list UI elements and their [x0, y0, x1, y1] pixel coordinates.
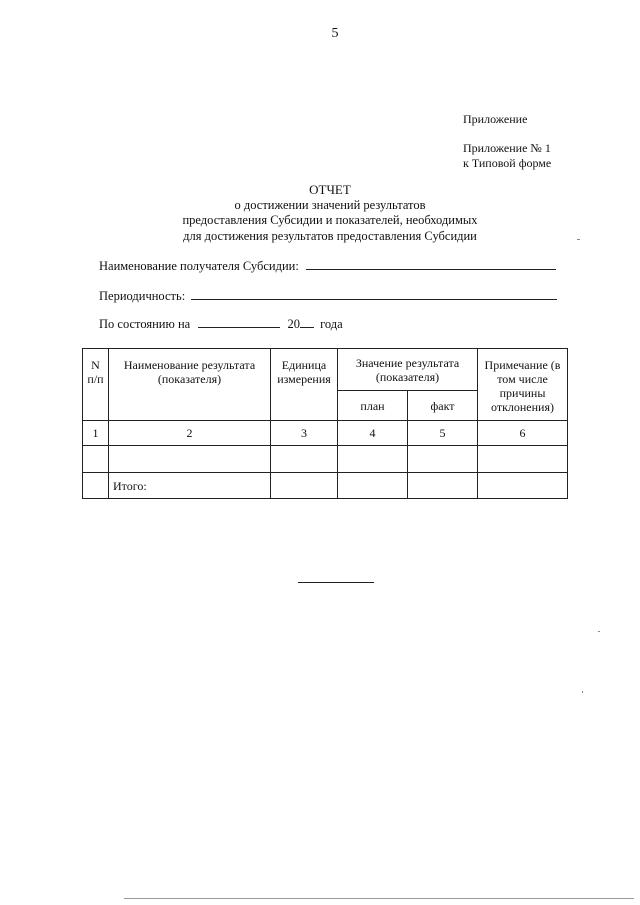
- recipient-field: [99, 257, 556, 274]
- header-plan: план: [338, 391, 408, 421]
- header-value: Значение результата (показателя): [338, 349, 478, 391]
- scan-speck: [577, 239, 580, 240]
- table-cell: [408, 446, 478, 473]
- periodicity-blank: [191, 287, 557, 300]
- appendix-reference: к Типовой форме: [463, 156, 552, 170]
- table-header-row: [83, 349, 568, 391]
- table-total-row: [83, 473, 568, 499]
- periodicity-field: [99, 287, 557, 304]
- closing-separator: [298, 582, 374, 583]
- header-note: Примечание (в том числе причины отклонения): [478, 349, 568, 421]
- periodicity-label: Периодичность:: [99, 289, 186, 303]
- report-subtitle-line-3: для достижения результатов предоставления Субсидии: [183, 228, 477, 243]
- as-of-prefix: По состоянию на: [99, 317, 191, 331]
- table-cell: [478, 473, 568, 499]
- column-number-2: 2: [109, 421, 271, 446]
- column-number-4: 4: [338, 421, 408, 446]
- appendix-number: Приложение № 1: [463, 141, 551, 155]
- report-table: [82, 348, 568, 499]
- header-name: Наименование результата (показателя): [109, 349, 271, 421]
- as-of-date-blank: [198, 315, 280, 328]
- header-unit: Единица измерения: [271, 349, 338, 421]
- table-cell: [338, 473, 408, 499]
- recipient-label: Наименование получателя Субсидии:: [99, 259, 299, 273]
- scan-speck: [598, 631, 600, 632]
- report-subtitle-line-2: предоставления Субсидии и показателей, необходимых: [182, 213, 478, 227]
- table-cell: [338, 446, 408, 473]
- header-fact: факт: [408, 391, 478, 421]
- column-number-6: 6: [478, 421, 568, 446]
- table-cell: [109, 446, 271, 473]
- report-title-block: [120, 182, 540, 244]
- appendix-label: Приложение: [463, 112, 528, 126]
- as-of-year-prefix: 20: [287, 317, 300, 331]
- report-heading: ОТЧЕТ: [309, 182, 351, 197]
- table-row: [83, 446, 568, 473]
- header-num: N п/п: [83, 349, 109, 421]
- recipient-blank: [306, 257, 556, 270]
- table-cell: [83, 473, 109, 499]
- table-cell: [408, 473, 478, 499]
- table-cell: [83, 446, 109, 473]
- scan-bottom-edge: [124, 898, 634, 899]
- page-number: 5: [331, 26, 339, 41]
- as-of-year-blank: [300, 315, 314, 328]
- total-label: Итого:: [109, 473, 271, 499]
- column-number-3: 3: [271, 421, 338, 446]
- scan-speck: [582, 691, 583, 693]
- report-subtitle-line-1: о достижении значений результатов: [234, 197, 426, 212]
- table-cell: [478, 446, 568, 473]
- as-of-field: [99, 315, 343, 332]
- column-number-1: 1: [83, 421, 109, 446]
- table-cell: [271, 473, 338, 499]
- as-of-suffix: года: [320, 317, 343, 331]
- table-column-numbers-row: [83, 421, 568, 446]
- table-cell: [271, 446, 338, 473]
- column-number-5: 5: [408, 421, 478, 446]
